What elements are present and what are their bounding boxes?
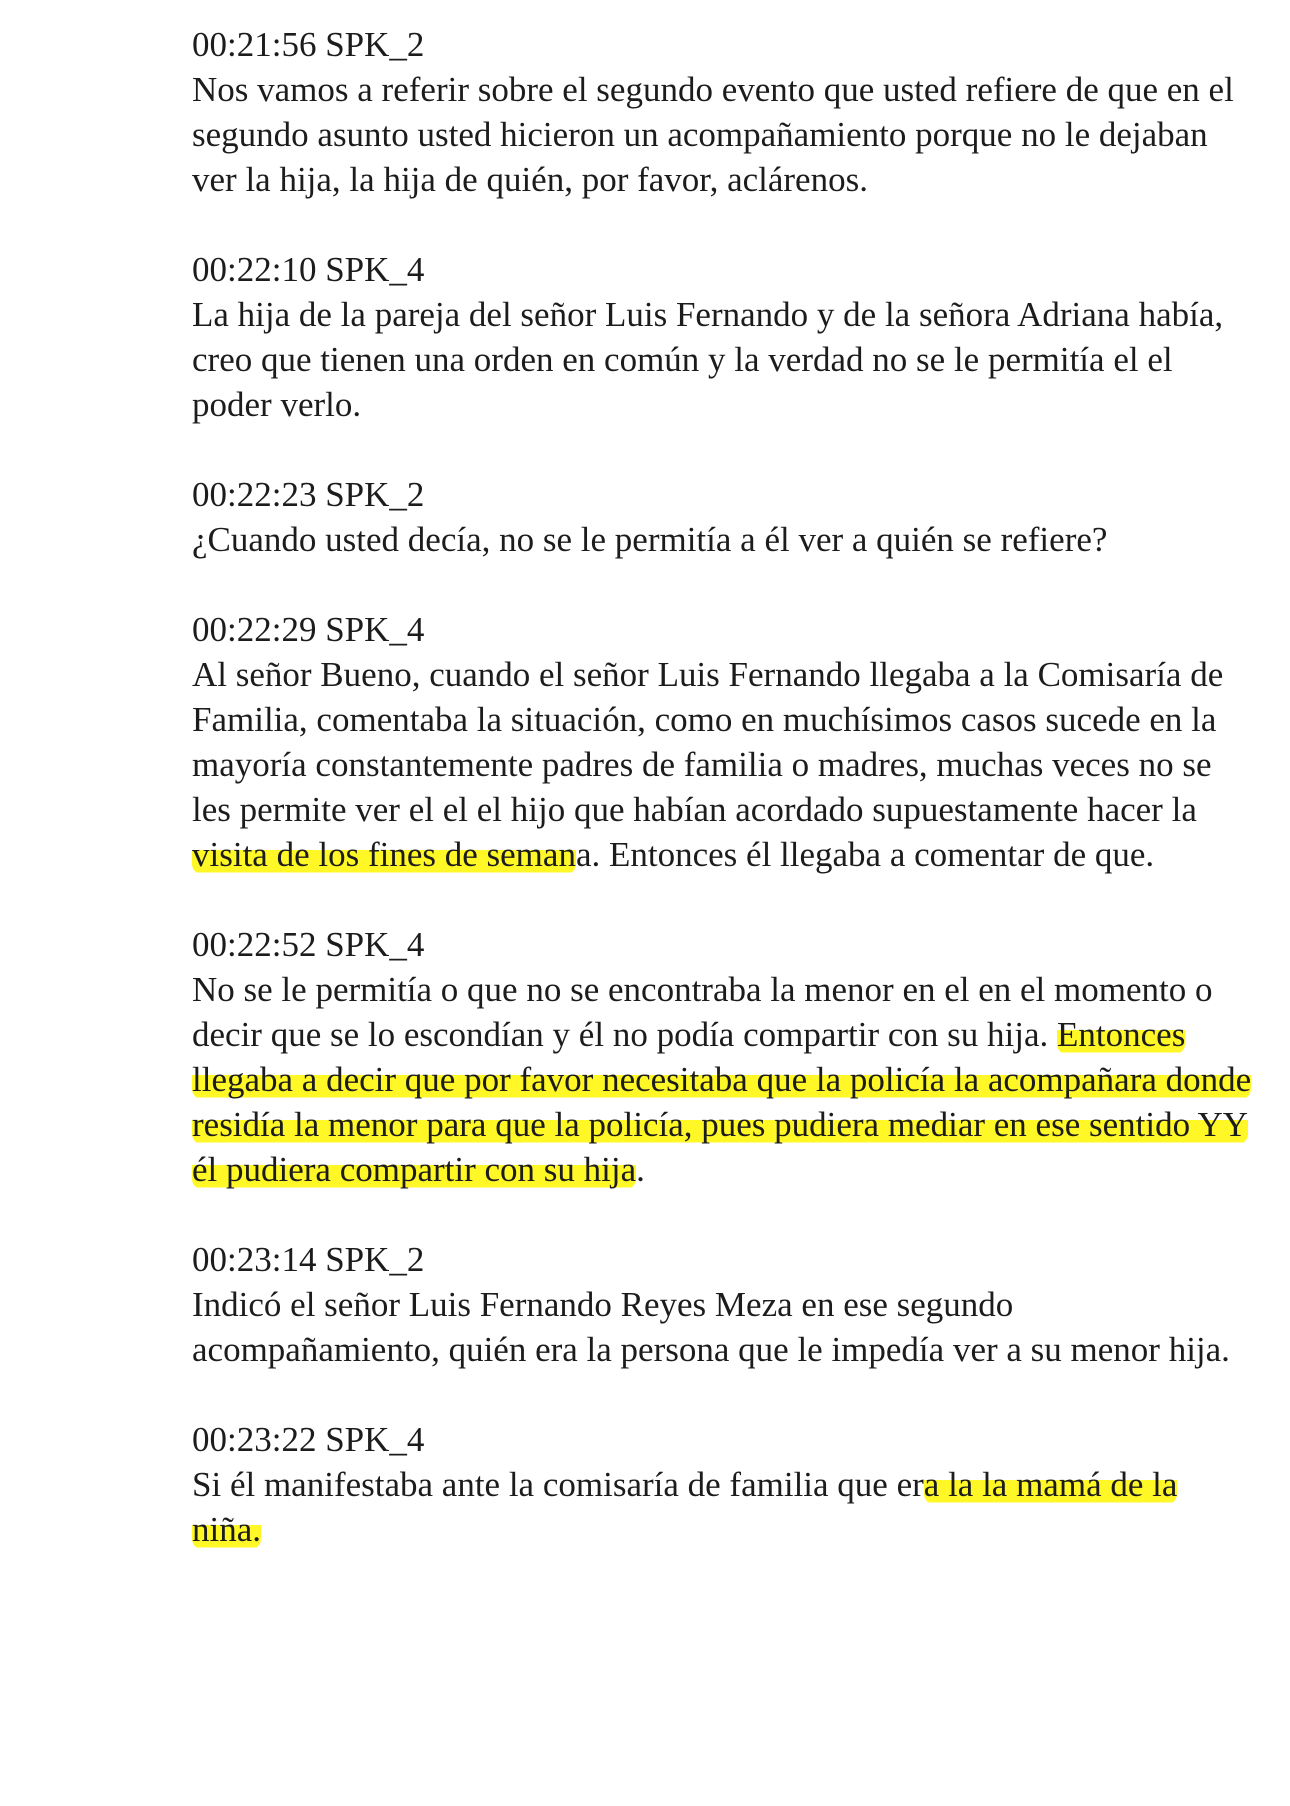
text-segment: Nos vamos a referir sobre el segundo evento que usted refiere de que en el segundo asunto usted hicieron un acompañamiento porque no le dejaban ver la hija, la hija de quién, por favor, aclárenos. — [192, 70, 1234, 199]
text-segment: a. Entonces él llegaba a comentar de que. — [575, 835, 1155, 874]
transcript-entry — [192, 922, 1252, 1192]
entry-timestamp-speaker: 00:22:10 SPK_4 — [192, 250, 425, 289]
entry-text — [192, 967, 1252, 1192]
entry-text — [192, 1462, 1252, 1552]
text-segment: . — [636, 1150, 645, 1189]
transcript-entry — [192, 22, 1252, 202]
transcript-page — [192, 22, 1252, 1597]
highlighted-text-segment: a la la mamá de la niña. — [192, 1465, 1178, 1549]
transcript-entry — [192, 247, 1252, 427]
entry-timestamp-speaker: 00:22:29 SPK_4 — [192, 610, 425, 649]
entry-timestamp-speaker: 00:23:14 SPK_2 — [192, 1240, 425, 1279]
entry-timestamp-speaker: 00:22:52 SPK_4 — [192, 925, 425, 964]
text-segment: Al señor Bueno, cuando el señor Luis Fernando llegaba a la Comisaría de Familia, comentaba la situación, como en muchísimos casos sucede en la mayoría constantemente padres de familia o madres, muchas veces no se les permite ver el el el hijo que habían acordado supuestamente hacer la — [192, 655, 1224, 829]
entry-text — [192, 67, 1252, 202]
entry-text — [192, 292, 1252, 427]
entry-text — [192, 652, 1252, 877]
text-segment: Si él manifestaba ante la comisaría de familia que er — [192, 1465, 924, 1504]
transcript-entry — [192, 472, 1252, 562]
transcript-entry — [192, 607, 1252, 877]
highlighted-text-segment: Entonces llegaba a decir que por favor necesitaba que la policía la acompañara donde residía la menor para que la policía, pues pudiera mediar en ese sentido YY él pudiera compartir con su hija — [192, 1015, 1252, 1189]
entry-text — [192, 1282, 1252, 1372]
entry-timestamp-speaker: 00:23:22 SPK_4 — [192, 1420, 425, 1459]
text-segment: ¿Cuando usted decía, no se le permitía a él ver a quién se refiere? — [192, 520, 1108, 559]
text-segment: La hija de la pareja del señor Luis Fernando y de la señora Adriana había, creo que tienen una orden en común y la verdad no se le permitía el el poder verlo. — [192, 295, 1224, 424]
entry-text — [192, 517, 1252, 562]
entry-timestamp-speaker: 00:21:56 SPK_2 — [192, 25, 425, 64]
transcript-entry — [192, 1237, 1252, 1372]
highlighted-text-segment: visita de los fines de seman — [192, 835, 576, 874]
transcript-entry — [192, 1417, 1252, 1552]
entry-timestamp-speaker: 00:22:23 SPK_2 — [192, 475, 425, 514]
text-segment: Indicó el señor Luis Fernando Reyes Meza en ese segundo acompañamiento, quién era la persona que le impedía ver a su menor hija. — [192, 1285, 1230, 1369]
text-segment: No se le permitía o que no se encontraba la menor en el en el momento o decir que se lo escondían y él no podía compartir con su hija. — [192, 970, 1213, 1054]
